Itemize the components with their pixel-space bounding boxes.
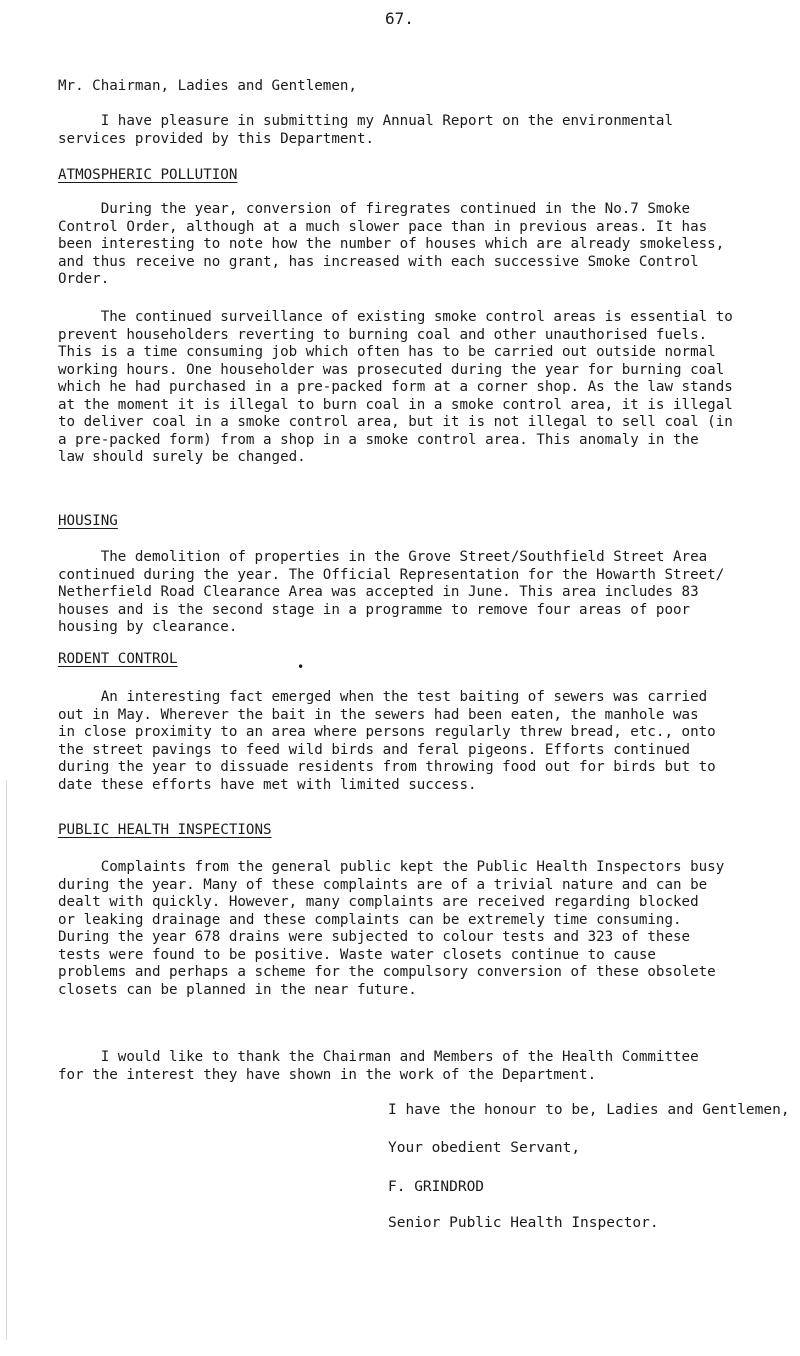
atmospheric-paragraph-2: The continued surveillance of existing smoke control areas is essential to prevent householders reverting to burning coal and other unauthorised fuels. This is a time consuming job which often has to be carried out outside normal working hours. One householder was prosecuted during the year for burning coal which he had purchased in a pre-packed form at a corner shop. As the law stands at the moment it is illegal to burn coal in a smoke control area, it is illegal to deliver coal in a smoke control area, but it is not illegal to sell coal (in a pre-packed form) from a shop in a smoke control area. This anomaly in the law should surely be changed.	[58, 309, 733, 465]
rodent-paragraph: An interesting fact emerged when the test baiting of sewers was carried out in May. Wherever the bait in the sewers had been eaten, the manhole was in close proximity to an area where persons regularly threw bread, etc., onto the street pavings to feed wild birds and feral pigeons. Efforts continued during the year to dissuade residents from throwing food out for birds but to date these efforts have met with limited success.	[58, 689, 716, 793]
signatory-title: Senior Public Health Inspector.	[388, 1215, 659, 1231]
atmospheric-paragraph-1: During the year, conversion of firegrates continued in the No.7 Smoke Control Order, although at a much slower pace than in previous areas. It has been interesting to note how the number of houses which are already smokeless, and thus receive no grant, has increased with each successive Smoke Control Order.	[58, 201, 725, 287]
closing-honour-line: I have the honour to be, Ladies and Gentlemen,	[388, 1102, 790, 1118]
heading-public-health-inspections: PUBLIC HEALTH INSPECTIONS	[58, 822, 272, 838]
housing-paragraph: The demolition of properties in the Grove Street/Southfield Street Area continued during the year. The Official Representation for the Howarth Street/ Netherfield Road Clearance Area was accepted in June. This area includes 83 houses and is the second stage in a programme to remove four areas of poor housing by clearance.	[58, 549, 725, 635]
public-health-paragraph: Complaints from the general public kept the Public Health Inspectors busy during the year. Many of these complaints are of a trivial nature and can be dealt with quickly. However, many complaints are received regarding blocked or leaking drainage and these complaints can be extremely time consuming. During the year 678 drains were subjected to colour tests and 323 of these tests were found to be positive. Waste water closets continue to cause problems and perhaps a scheme for the compulsory conversion of these obsolete closets can be planned in the near future.	[58, 859, 725, 998]
closing-servant-line: Your obedient Servant,	[388, 1140, 581, 1156]
salutation: Mr. Chairman, Ladies and Gentlemen,	[58, 78, 357, 94]
page-edge-shadow	[6, 780, 7, 1340]
thanks-paragraph: I would like to thank the Chairman and Members of the Health Committee for the interest they have shown in the work of the Department.	[58, 1049, 699, 1083]
signatory-name: F. GRINDROD	[388, 1179, 485, 1195]
page-number: 67.	[385, 9, 414, 28]
heading-rodent-control: RODENT CONTROL	[58, 651, 178, 667]
heading-atmospheric-pollution: ATMOSPHERIC POLLUTION	[58, 167, 238, 183]
stray-mark-icon: •	[297, 660, 305, 674]
heading-housing: HOUSING	[58, 513, 118, 529]
intro-paragraph: I have pleasure in submitting my Annual Report on the environmental services provided by this Department.	[58, 113, 674, 147]
